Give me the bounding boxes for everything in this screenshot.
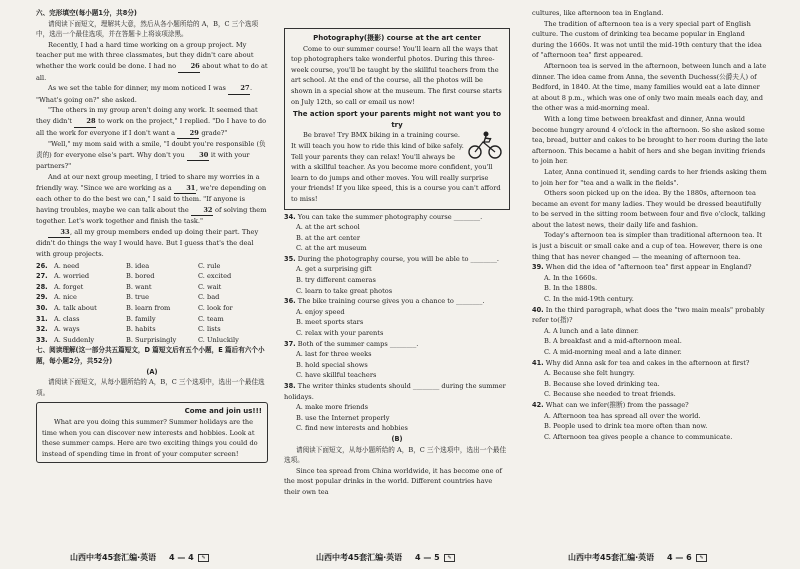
- option-c[interactable]: C. wait: [198, 282, 222, 291]
- answer-option[interactable]: C. Afternoon tea gives people a chance to communicate.: [544, 432, 733, 441]
- paragraph-text: . "What's going on?" she asked.: [36, 84, 253, 104]
- answer-option[interactable]: A. make more friends: [296, 403, 368, 412]
- answer-option[interactable]: B. hold special shows: [296, 360, 368, 369]
- option-b[interactable]: B. idea: [126, 261, 150, 270]
- answer-blank[interactable]: 26: [178, 61, 200, 73]
- option-a[interactable]: A. nice: [54, 293, 77, 302]
- question-number: 39.: [532, 263, 544, 272]
- answer-option[interactable]: B. In the 1880s.: [544, 284, 598, 293]
- question-text: The bike training course gives you a chance to ________.: [297, 297, 485, 306]
- option-b[interactable]: B. Surprisingly: [126, 335, 177, 344]
- paragraph-text: As we set the table for dinner, my mom noticed I was: [48, 84, 229, 93]
- join-us-box: [36, 402, 268, 463]
- paragraph-text: Recently, I had a hard time working on a group project. My teacher put me with three classmates, but they didn't care about whether the work could be done. I had no: [36, 40, 254, 70]
- answer-option[interactable]: C. find new interests and hobbies: [296, 424, 408, 433]
- cloze-paragraph: [36, 83, 268, 105]
- option-c[interactable]: C. look for: [198, 304, 233, 313]
- paragraph-text: it with your partners?": [36, 150, 250, 171]
- join-us-title: Come and join us!!!: [184, 407, 262, 416]
- section7-title: 七、阅读理解(这一部分共五篇短文，D 篇短文后有五个小题，E 篇后有六个小题，每小题2分，共52分): [36, 346, 265, 365]
- answer-option[interactable]: C. A mid-morning meal and a late dinner.: [544, 348, 682, 356]
- answer-option[interactable]: A. In the 1660s.: [544, 273, 598, 282]
- cloze-paragraph: [36, 172, 268, 227]
- option-b[interactable]: B. true: [126, 293, 149, 302]
- part-a-instructions: 请阅读下面短文，从每小题所给的 A，B，C 三个选项中，选出一个最佳选项。: [36, 378, 265, 397]
- passage-paragraph: Afternoon tea is served in the afternoon, between lunch and a late dinner. The idea came from Anna, the seventh Duchess(公爵夫人) of Bedford, in 1840. At the time, many families would eat a late dinner at about 8 p.m., which was one of only two main meals each day, and the other was a mid-morning meal.: [532, 61, 767, 113]
- part-b-instructions: 请阅读下面短文，从每小题所给的 A，B，C 三个选项中，选出一个最佳选项。: [284, 445, 507, 465]
- cloze-options: [36, 261, 268, 346]
- question: [532, 305, 768, 326]
- question-number: 41.: [532, 358, 544, 367]
- answer-option[interactable]: C. In the mid-19th century.: [544, 295, 634, 304]
- answer-blank[interactable]: 32: [191, 205, 213, 217]
- column-left: [36, 8, 268, 463]
- paragraph-text: , all my group members ended up doing their part. They didn't do things the way I would have. But I guess that's the deal with group projects.: [36, 227, 259, 259]
- option-c[interactable]: C. bad: [198, 293, 220, 302]
- option-row: [36, 282, 268, 293]
- cloze-paragraph: [36, 40, 268, 83]
- question-text: The writer thinks students should ________ during the summer holidays.: [284, 382, 506, 401]
- answer-blank[interactable]: 30: [187, 150, 209, 162]
- answer-blank[interactable]: 31: [174, 183, 196, 195]
- answer-option[interactable]: C. learn to take great photos: [296, 286, 393, 295]
- answer-blank[interactable]: 29: [177, 128, 199, 140]
- question-text: You can take the summer photography course ________.: [297, 212, 483, 221]
- passage-paragraph: Today's afternoon tea is simpler than traditional afternoon tea. It is just a biscuit or small cake and a cup of tea. However, there is one thing that has never changed — the meaning of afternoon tea.: [532, 231, 763, 261]
- paragraph-text: "The others in my group aren't doing any work. It seemed that they didn't: [36, 106, 258, 125]
- question: [284, 339, 510, 350]
- question: [284, 381, 510, 402]
- question-number: 31.: [36, 314, 48, 323]
- footer-title: 山西中考45套汇编·英语: [568, 553, 655, 562]
- answer-option[interactable]: B. People used to drink tea more often than now.: [544, 422, 708, 431]
- answer-option[interactable]: A. A lunch and a late dinner.: [544, 326, 639, 335]
- question: [284, 296, 510, 307]
- cloze-paragraph: [36, 139, 268, 172]
- section6-instructions: 请阅读下面短文，理解其大意，然后从各小题所给的 A，B，C 三个选项中，选出一个最佳选项，并在答题卡上将该项涂黑。: [36, 19, 259, 39]
- option-b[interactable]: B. habits: [126, 325, 156, 334]
- answer-option[interactable]: A. at the art school: [296, 223, 360, 232]
- paragraph-text: And at our next group meeting, I tried to share my worries in a friendly way. "Since we are working as a: [36, 172, 260, 192]
- option-row: [36, 335, 268, 346]
- option-row: [36, 292, 268, 303]
- question-number: 35.: [284, 254, 296, 263]
- option-a[interactable]: A. forget: [54, 282, 84, 291]
- answer-option[interactable]: B. at the art center: [296, 233, 360, 242]
- answer-option[interactable]: A. last for three weeks: [296, 350, 372, 359]
- option-c[interactable]: C. lists: [198, 325, 221, 334]
- question-text: What can we infer(推断) from the passage?: [545, 400, 689, 409]
- passage-paragraph: Others soon picked up on the idea. By the 1880s, afternoon tea became an event for many ladies. They would be dressed beautifully to be served in the sitting room between four and five o'clock, talking about the latest news, their daily life and fashion.: [532, 189, 766, 229]
- answer-option[interactable]: B. meet sports stars: [296, 318, 364, 327]
- part-b-label: (B): [391, 434, 403, 443]
- cloze-passage: [36, 40, 268, 260]
- cloze-paragraph: [36, 105, 268, 139]
- question-number: 36.: [284, 297, 296, 306]
- footer-middle: [316, 552, 455, 563]
- answer-option[interactable]: B. A breakfast and a mid-afternoon meal.: [544, 337, 682, 346]
- question-text: During the photography course, you will be able to ________.: [297, 254, 500, 263]
- option-c[interactable]: C. Unluckily: [198, 335, 239, 344]
- photo-course-title: Photography(摄影) course at the art center: [313, 34, 481, 42]
- question-number: 34.: [284, 212, 296, 221]
- answer-option[interactable]: B. Because she loved drinking tea.: [544, 379, 660, 388]
- question-number: 38.: [284, 382, 296, 390]
- option-row: [36, 271, 268, 282]
- paragraph-text: of solving them together. Let's work together and finish the task.": [36, 205, 267, 226]
- question: [284, 212, 510, 223]
- answer-option[interactable]: C. have skillful teachers: [296, 371, 377, 380]
- questions-39-42: [532, 262, 768, 442]
- option-a[interactable]: A. talk about: [54, 304, 97, 313]
- option-row: [36, 303, 268, 314]
- part-a-label: (A): [146, 367, 158, 376]
- answer-blank[interactable]: 33: [48, 227, 70, 239]
- question: [284, 254, 510, 265]
- page-number: 4 — 4: [168, 553, 194, 562]
- question: [532, 400, 768, 411]
- answer-option[interactable]: A. Because she felt hungry.: [544, 369, 635, 378]
- question-text: When did the idea of "afternoon tea" first appear in England?: [545, 263, 752, 272]
- footer-title: 山西中考45套汇编·英语: [70, 553, 157, 562]
- option-c[interactable]: C. rule: [198, 261, 221, 270]
- column-right: [532, 8, 768, 442]
- answer-option[interactable]: A. Afternoon tea has spread all over the world.: [544, 411, 701, 420]
- option-a[interactable]: A. worried: [54, 272, 90, 281]
- column-middle: [284, 8, 510, 498]
- passage-paragraph: With a long time between breakfast and dinner, Anna would become hungry around 4 o'clock in the afternoon. So she asked some tea, bread, butter and cakes to be brought to her room during the late afternoon. This became a habit of hers and she began inviting friends to join her.: [532, 114, 768, 166]
- question: [532, 358, 768, 369]
- footer-right: [568, 552, 707, 563]
- question-number: 26.: [36, 261, 48, 270]
- question-number: 32.: [36, 325, 48, 334]
- option-row: [36, 324, 268, 335]
- paragraph-text: , we're depending on each other to do the best we can," I said to them. "If anyone is having troubles, maybe we can talk about the: [36, 183, 267, 214]
- paragraph-text: "Well," my mom said with a smile, "I doubt you're responsible (负责的) for everyone else's part. Why don't you: [36, 140, 266, 159]
- answer-option[interactable]: C. relax with your parents: [296, 329, 384, 338]
- option-row: [36, 261, 268, 272]
- question-number: 40.: [532, 305, 544, 314]
- answer-option[interactable]: C. Because she needed to treat friends.: [544, 390, 676, 399]
- question-number: 37.: [284, 339, 296, 348]
- bmx-course-text: Be brave! Try BMX biking in a training course. It will teach you how to ride this kind of bike safely. Tell your parents they can relax! You'll always be with a skillful teacher. As you become more confident, you'll learn to do jumps and other moves. You will really surprise your friends! If you like speed, this is a course you can't afford to miss!: [291, 131, 501, 203]
- question-text: Why did Anna ask for tea and cakes in the afternoon at first?: [545, 358, 750, 367]
- footer-title: 山西中考45套汇编·英语: [316, 553, 403, 562]
- cloze-paragraph: [36, 227, 268, 260]
- option-b[interactable]: B. family: [126, 314, 156, 323]
- question: [532, 262, 768, 273]
- passage-paragraph: The tradition of afternoon tea is a very special part of English culture. The custom of drinking tea became popular in England during the 1660s. It was not until the mid-19th century that the idea of "afternoon tea" first appeared.: [532, 19, 762, 60]
- answer-blank[interactable]: 27: [228, 83, 250, 95]
- footer-left: [70, 552, 209, 563]
- photo-course-text: Come to our summer course! You'll learn all the ways that top photographers take wonderful photos. During this three-week course, you'll be taught by the skillful teachers from the art school. At the end of the course, all the photos will be shown in a special show at the museum. The first course starts on July 12th, so call or email us now!: [291, 44, 502, 106]
- option-a[interactable]: A. Suddenly: [54, 335, 95, 344]
- question-number: 30.: [36, 304, 48, 313]
- tea-passage: [532, 8, 768, 262]
- option-b[interactable]: B. bored: [126, 272, 155, 281]
- passage-paragraph: cultures, like afternoon tea in England.: [532, 9, 664, 17]
- paragraph-text: about what to do at all.: [36, 61, 268, 82]
- question-number: 27.: [36, 272, 48, 281]
- question-number: 33.: [36, 335, 48, 344]
- paragraph-text: to work on the project," I replied. "Do I have to do all the work for everyone if I don't want a: [36, 116, 267, 137]
- question-number: 28.: [36, 282, 48, 291]
- answer-option[interactable]: B. use the Internet properly: [296, 413, 390, 422]
- question-number: 29.: [36, 293, 48, 302]
- publisher-logo-icon: ✎: [444, 554, 454, 562]
- option-c[interactable]: C. excited: [198, 272, 232, 281]
- paragraph-text: grade?": [199, 128, 228, 137]
- option-a[interactable]: A. need: [54, 261, 80, 270]
- option-b[interactable]: B. learn from: [126, 304, 171, 313]
- question-text: In the third paragraph, what does the "two main meals" probably refer to(指)?: [532, 305, 765, 325]
- questions-34-38: [284, 212, 510, 434]
- join-us-text: What are you doing this summer? Summer holidays are the time when you can discover new interests and hobbies. Look at these summer camps. Here are two exciting things you could do instead of spending time in front of your computer screen!: [42, 417, 258, 458]
- publisher-logo-icon: ✎: [696, 554, 706, 562]
- answer-option[interactable]: A. get a surprising gift: [296, 265, 372, 274]
- passage-paragraph: Later, Anna continued it, sending cards to her friends asking them to join her for "tea and a walk in the fields".: [532, 167, 767, 187]
- option-b[interactable]: B. want: [126, 282, 152, 291]
- bmx-bike-icon: [467, 130, 503, 160]
- camp-ads-box: [284, 28, 510, 210]
- answer-option[interactable]: C. at the art museum: [296, 244, 367, 253]
- part-b-text: Since tea spread from China worldwide, it has become one of the most popular drinks in the world. Different countries have their own tea: [284, 466, 502, 496]
- question-number: 42.: [532, 400, 544, 409]
- publisher-logo-icon: ✎: [198, 554, 208, 562]
- page-number: 4 — 5: [414, 553, 440, 562]
- section6-title: 六、完形填空(每小题1分，共8分): [36, 9, 137, 17]
- option-c[interactable]: C. team: [198, 314, 224, 323]
- option-a[interactable]: A. class: [54, 314, 80, 323]
- option-a[interactable]: A. ways: [54, 325, 80, 334]
- option-row: [36, 314, 268, 325]
- answer-option[interactable]: A. enjoy speed: [296, 307, 345, 316]
- page-number: 4 — 6: [666, 553, 692, 562]
- answer-blank[interactable]: 28: [74, 116, 96, 128]
- bmx-course-title: The action sport your parents might not want you to try: [292, 110, 502, 129]
- question-text: Both of the summer camps ________.: [297, 339, 419, 348]
- answer-option[interactable]: B. try different cameras: [296, 276, 376, 285]
